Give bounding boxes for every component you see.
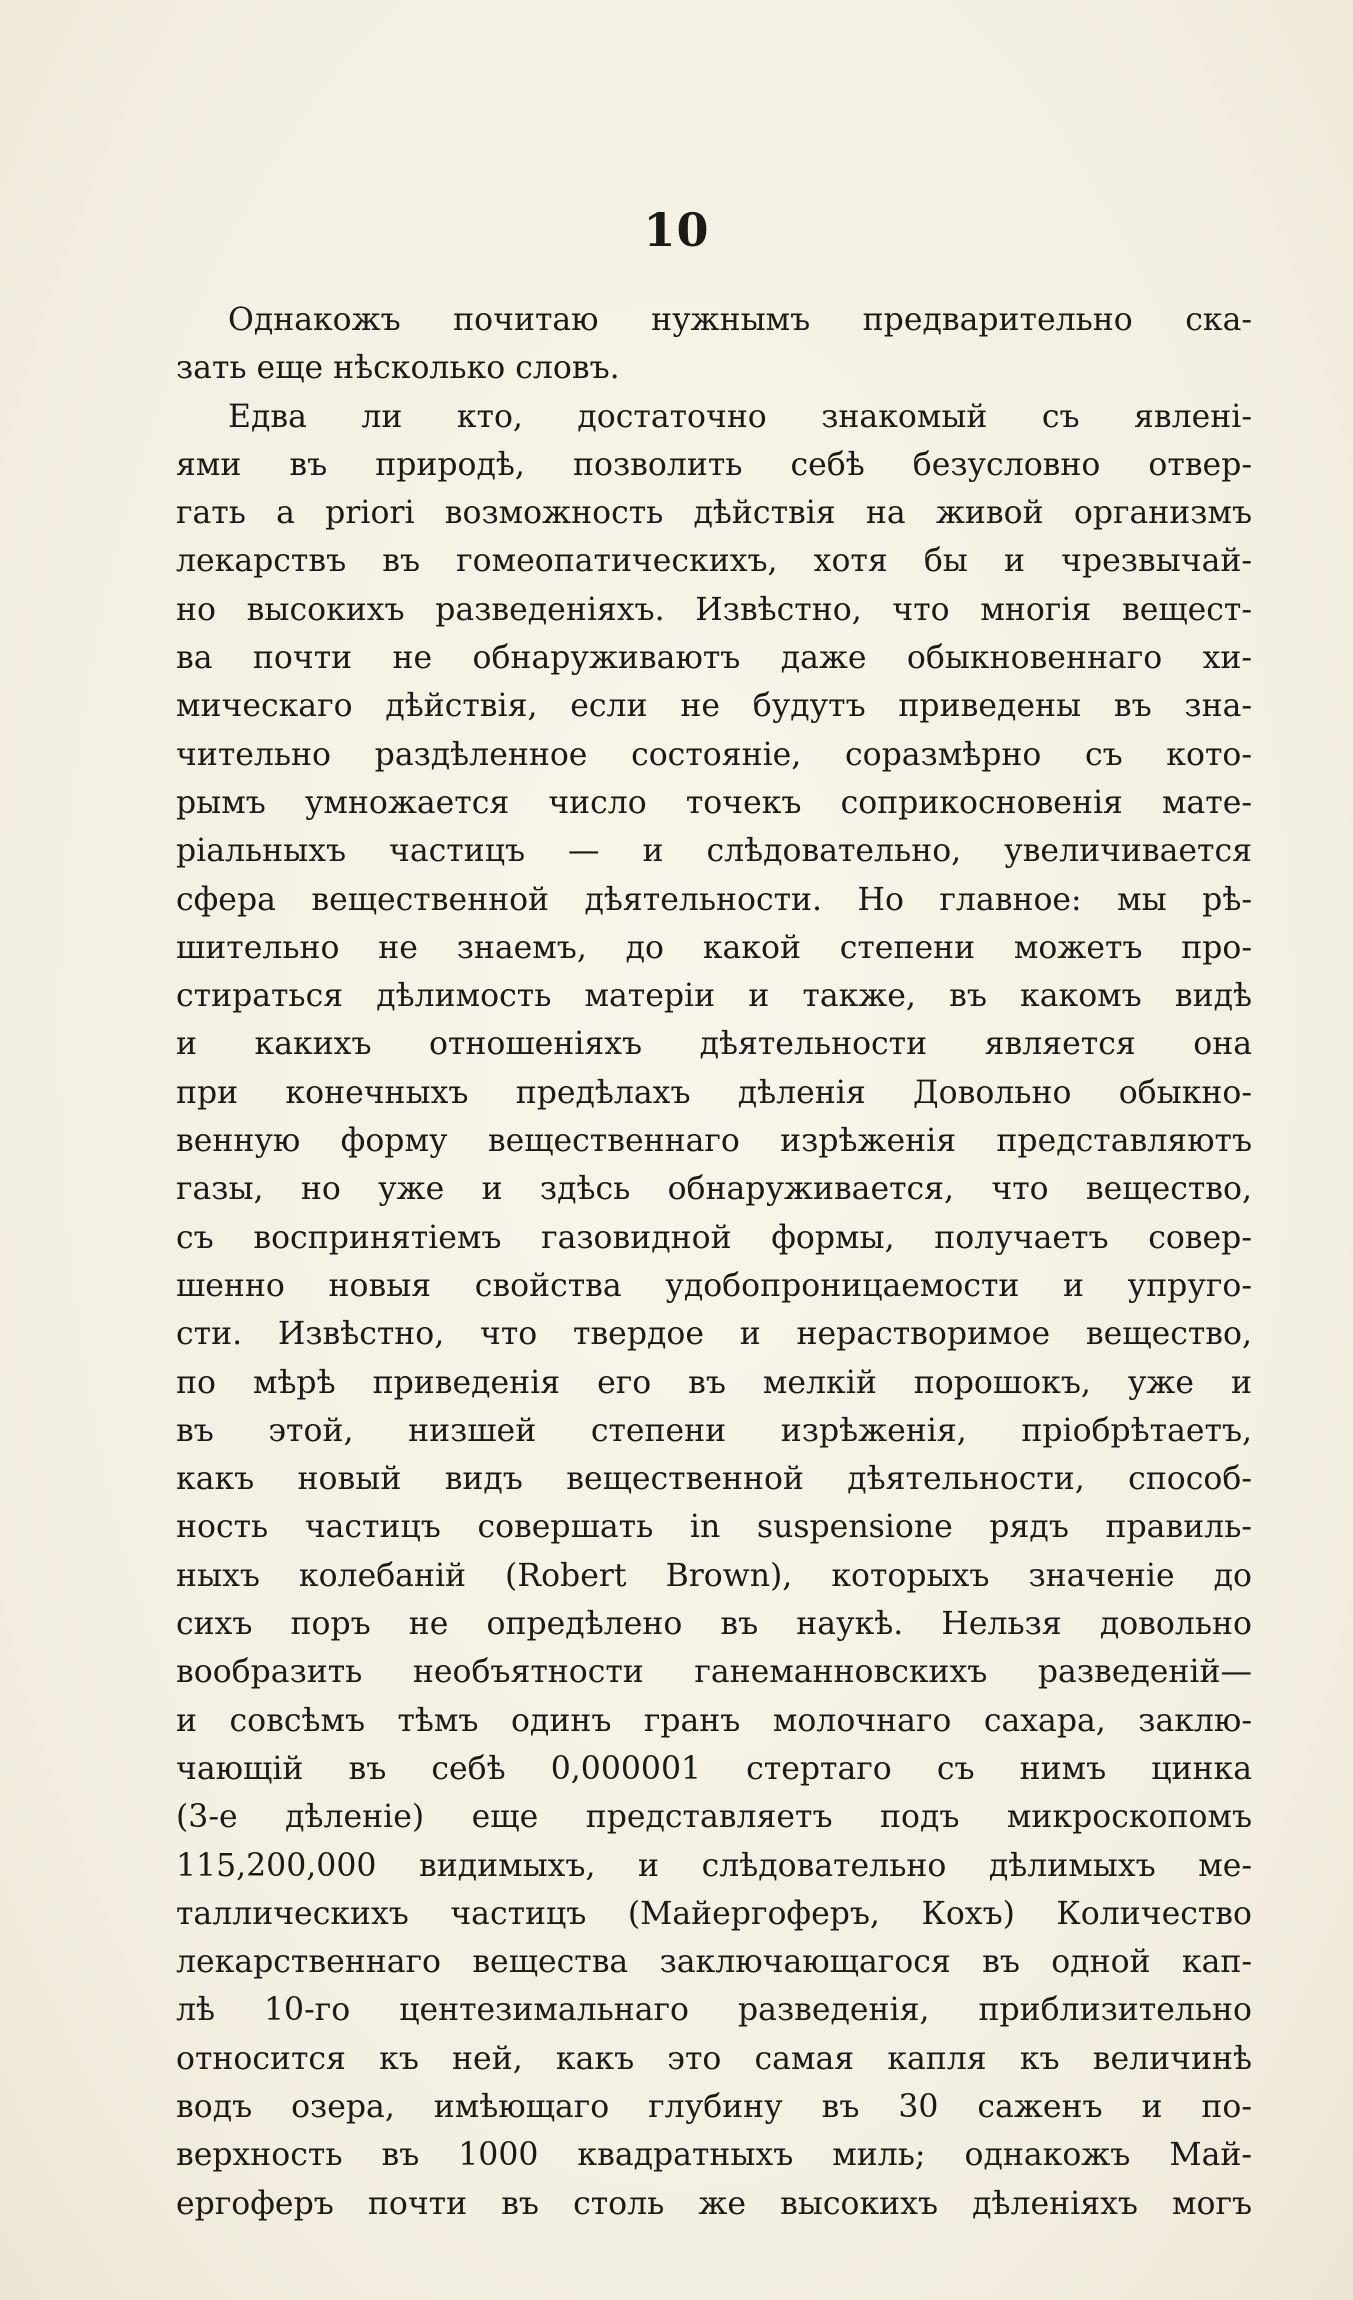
text-line: шенно новыя свойства удобопроницаемости и упруго-	[176, 1267, 1252, 1304]
text-line: сфера вещественной дѣятельности. Но главное: мы рѣ-	[176, 881, 1252, 918]
text-line: сихъ поръ не опредѣлено въ наукѣ. Нельзя довольно	[176, 1606, 1252, 1643]
text-line: рымъ умножается число точекъ соприкосновенiя мате-	[176, 784, 1252, 821]
text-line: сти. Извѣстно, что твердое и нерастворимое вещество,	[176, 1316, 1252, 1353]
text-line: верхность въ 1000 квадратныхъ миль; однакожъ Май-	[176, 2137, 1252, 2174]
text-line: лекарствъ въ гомеопатическихъ, хотя бы и чрезвычай-	[176, 543, 1252, 580]
text-line: но высокихъ разведенiяхъ. Извѣстно, что многiя вещест-	[176, 591, 1252, 628]
text-line: ва почти не обнаруживаютъ даже обыкновеннаго хи-	[176, 640, 1252, 677]
text-line: 115,200,000 видимыхъ, и слѣдовательно дѣлимыхъ ме-	[176, 1847, 1252, 1884]
text-line: газы, но уже и здѣсь обнаруживается, что вещество,	[176, 1171, 1252, 1208]
text-line: и совсѣмъ тѣмъ одинъ гранъ молочнаго сахара, заклю-	[176, 1702, 1252, 1739]
text-line: чающiй въ себѣ 0,000001 стертаго съ нимъ цинка	[176, 1750, 1252, 1787]
text-line: въ этой, низшей степени изрѣженiя, прiобрѣтаетъ,	[176, 1412, 1252, 1449]
text-line: зать еще нѣсколько словъ.	[176, 350, 620, 387]
page-number: 10	[643, 203, 710, 257]
text-line: венную форму вещественнаго изрѣженiя представляютъ	[176, 1123, 1252, 1160]
text-line: ность частицъ совершать in suspensione рядъ правиль-	[176, 1509, 1252, 1546]
text-line: вообразить необъятности ганеманновскихъ разведенiй—	[176, 1654, 1252, 1691]
body-text	[176, 296, 1252, 2228]
text-line: мическаго дѣйствiя, если не будутъ приведены въ зна-	[176, 688, 1252, 725]
text-line: стираться дѣлимость матерiи и также, въ какомъ видѣ	[176, 978, 1252, 1015]
text-line: Едва ли кто, достаточно знакомый съ явленi-	[228, 398, 1252, 435]
text-line: ныхъ колебанiй (Robert Brown), которыхъ значенiе до	[176, 1557, 1252, 1594]
text-line: относится къ ней, какъ это самая капля къ величинѣ	[176, 2040, 1252, 2077]
text-line: лекарственнаго вещества заключающагося въ одной кап-	[176, 1944, 1252, 1981]
text-line: водъ озера, имѣющаго глубину въ 30 саженъ и по-	[176, 2088, 1252, 2125]
text-line: чительно раздѣленное состоянiе, соразмѣрно съ кото-	[176, 736, 1252, 773]
text-line: шительно не знаемъ, до какой степени можетъ про-	[176, 929, 1252, 966]
text-line: таллическихъ частицъ (Майергоферъ, Кохъ) Количество	[176, 1895, 1252, 1932]
text-line: лѣ 10-го центезимальнаго разведенiя, приблизительно	[176, 1992, 1252, 2029]
text-line: съ воспринятiемъ газовидной формы, получаетъ совер-	[176, 1219, 1252, 1256]
text-line: рiальныхъ частицъ — и слѣдовательно, увеличивается	[176, 833, 1252, 870]
text-line: ергоферъ почти въ столь же высокихъ дѣленiяхъ могъ	[176, 2185, 1252, 2222]
text-line: гать a priori возможность дѣйствiя на живой организмъ	[176, 495, 1252, 532]
text-line: ями въ природѣ, позволить себѣ безусловно отвер-	[176, 446, 1252, 483]
text-line: при конечныхъ предѣлахъ дѣленiя Довольно обыкно-	[176, 1074, 1252, 1111]
text-line: какъ новый видъ вещественной дѣятельности, способ-	[176, 1461, 1252, 1498]
text-line: (3-е дѣленiе) еще представляетъ подъ микроскопомъ	[176, 1799, 1252, 1836]
text-line: по мѣрѣ приведенiя его въ мелкiй порошокъ, уже и	[176, 1364, 1252, 1401]
text-line: Однакожъ почитаю нужнымъ предварительно ска-	[228, 302, 1252, 338]
text-line: и какихъ отношенiяхъ дѣятельности является она	[176, 1026, 1252, 1063]
